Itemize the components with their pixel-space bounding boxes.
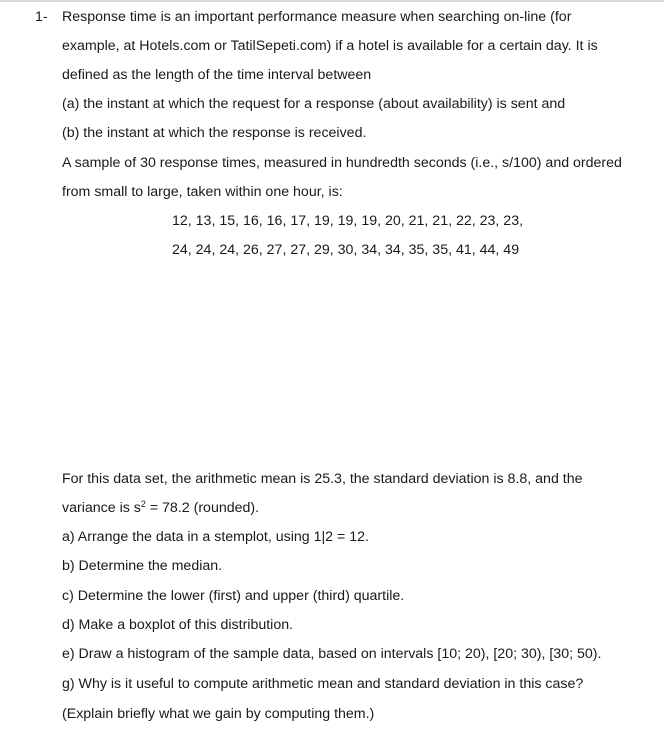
- data-line-2: 24, 24, 24, 26, 27, 27, 29, 30, 34, 34, 35, 35, 41, 44, 49: [172, 242, 520, 258]
- variance-superscript: 2: [140, 499, 146, 509]
- task-b: b) Determine the median.: [62, 558, 223, 574]
- intro-line-4: (a) the instant at which the request for a response (about availability) is sent and: [62, 96, 566, 112]
- task-g-note: (Explain briefly what we gain by computing them.): [62, 706, 375, 722]
- intro-line-5: (b) the instant at which the response is received.: [62, 125, 367, 141]
- intro-line-2: example, at Hotels.com or TatilSepeti.com) if a hotel is available for a certain day. It is: [62, 38, 598, 54]
- task-c: c) Determine the lower (first) and upper (third) quartile.: [62, 588, 405, 604]
- task-e: e) Draw a histogram of the sample data, based on intervals [10; 20), [20; 30), [30; 50).: [62, 646, 602, 662]
- intro-line-3: defined as the length of the time interval between: [62, 67, 372, 83]
- data-line-1: 12, 13, 15, 16, 16, 17, 19, 19, 19, 20, 21, 21, 22, 23, 23,: [172, 213, 524, 229]
- variance-line: [62, 499, 259, 517]
- variance-suffix: = 78.2 (rounded).: [145, 500, 260, 516]
- task-g: g) Why is it useful to compute arithmetic mean and standard deviation in this case?: [62, 676, 584, 692]
- variance-prefix: variance is s: [62, 500, 141, 516]
- task-a: a) Arrange the data in a stemplot, using 1|2 = 12.: [62, 529, 369, 545]
- question-number: 1-: [35, 9, 48, 25]
- intro-line-7: from small to large, taken within one hour, is:: [62, 184, 343, 200]
- intro-line-6: A sample of 30 response times, measured in hundredth seconds (i.e., s/100) and ordered: [62, 155, 622, 171]
- top-border: [0, 0, 664, 2]
- intro-line-1: Response time is an important performance measure when searching on-line (for: [62, 9, 572, 25]
- task-d: d) Make a boxplot of this distribution.: [62, 617, 294, 633]
- stats-line: For this data set, the arithmetic mean is 25.3, the standard deviation is 8.8, and the: [62, 471, 583, 487]
